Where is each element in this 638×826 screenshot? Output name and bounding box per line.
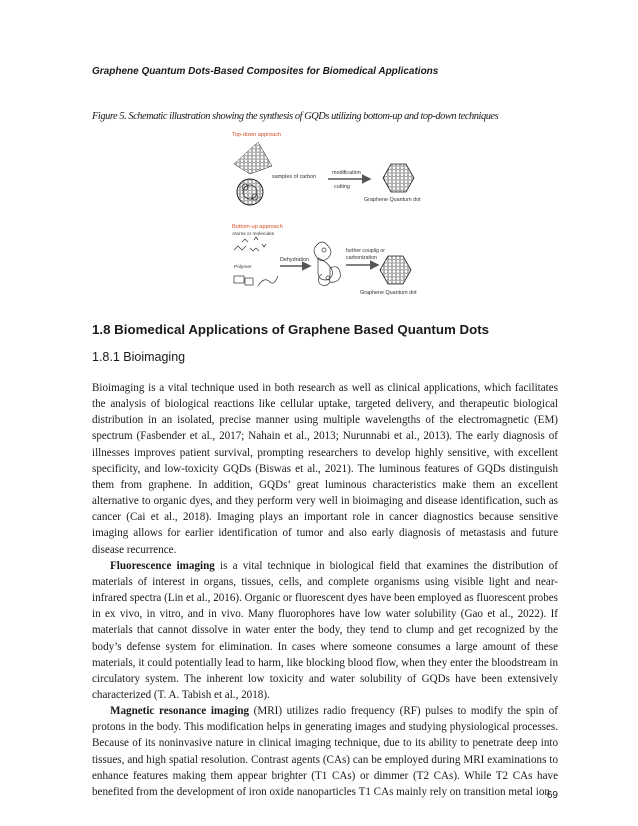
body-text (92, 380, 558, 800)
further-coupling-label: further couplig or (346, 248, 385, 254)
gqd-top-icon (383, 164, 414, 192)
molecules-icon (234, 237, 266, 251)
subsection-heading: 1.8.1 Bioimaging (92, 350, 186, 364)
graphene-sheet-icon (234, 142, 272, 174)
synthesis-figure (228, 128, 438, 300)
gqd-bottom-label: Graphene Quantum dot (360, 290, 417, 296)
gqd-top-label: Graphene Quantum dot (364, 197, 421, 203)
top-down-label: Top-down approach (232, 132, 282, 138)
samples-of-carbon-label: samples of carbon (272, 174, 317, 180)
cutting-label: cutting (334, 184, 350, 190)
term-fluorescence: Fluorescence imaging (110, 559, 215, 572)
fullerene-icon (237, 179, 263, 205)
bottom-up-label: Bottom-up approach (232, 224, 283, 230)
paragraph-fluorescence-text: is a vital technique in biological field that examines the distribution of materials of interest in organs, tissues, cells, and complete organisms using visible light and near-infrared spectra (Lin et al., 2016). Organic or fluorescent dyes have been employed as fluorescent probes in ex vivo, in vitro, and in vivo. Many fluorophores have low water solubility (Gao et al., 2022). If materials that cannot dissolve in water enter the body, they tend to clump and get recognized by the body’s defense system for elimination. In cases where someone consumes a large amount of these materials, it could potentially lead to harm, like blocking blood flow, when they enter the bloodstream in circulatory system. The inherent low toxicity and water solubility of GQDs have been extensively characterized (T. A. Tabish et al., 2018). (92, 559, 558, 701)
intermediate-cluster-icon (314, 242, 340, 286)
paragraph-bioimaging: Bioimaging is a vital technique used in both research as well as clinical applications, which facilitates the analysis of biological reactions like cellular uptake, targeted delivery, and therapeutic biological distribution in an isolated, precise manner using multiple wavelengths of the electromagnetic (EM) spectrum (Fasbender et al., 2017; Nahain et al., 2013; Nurunnabi et al., 2013). The early diagnosis of illnesses improves patient survival, prompting researchers to develop highly sensitive, with excellent specificity, and low-toxicity GQDs (Biswas et al., 2021). The luminous features of GQDs distinguish them from graphene. In addition, GQDs’ great luminous characteristics make them an excellent alternative to organic dyes, and they perform very well in bioimaging and disease identification, such as cancer (Cai et al., 2018). Imaging plays an important role in cancer diagnostics because sensitive imaging allows for earlier identification of tumor and also early diagnosis of metastasis and future disease recurrence. (92, 382, 558, 556)
modification-label: modification (332, 170, 361, 176)
section-heading: 1.8 Biomedical Applications of Graphene Based Quantum Dots (92, 322, 490, 337)
polymer-icon (234, 276, 278, 286)
figure-caption: Figure 5. Schematic illustration showing the synthesis of GQDs utilizing bottom-up and top-down techniques (92, 111, 499, 122)
running-head: Graphene Quantum Dots-Based Composites for Biomedical Applications (92, 66, 439, 77)
page-number: 69 (546, 790, 558, 801)
paragraph-mri (92, 703, 558, 800)
paragraph-fluorescence (92, 558, 558, 703)
term-mri: Magnetic resonance imaging (110, 705, 250, 718)
carbonization-label: carbonization (346, 255, 377, 261)
atoms-label: Atoms or molecules (232, 232, 275, 237)
polymer-label: Polymer (234, 265, 252, 270)
gqd-bottom-icon (380, 256, 411, 284)
dehydration-label: Dehydration (280, 257, 310, 263)
paragraph-mri-text: (MRI) utilizes radio frequency (RF) pulses to modify the spin of protons in the body. This modification helps in generating images and studying physiological processes. Because of its noninvasive nature in clinical imaging technique, due to its ability to penetrate deep into tissues, and high spatial resolution. Contrast agents (CAs) can be employed during MRI examinations to enhance features making them appear brighter (T1 CAs) or dimmer (T2 CAs). While T2 CAs have benefited from the development of iron oxide nanoparticles T1 CAs mainly rely on transition metal ion (92, 705, 558, 798)
